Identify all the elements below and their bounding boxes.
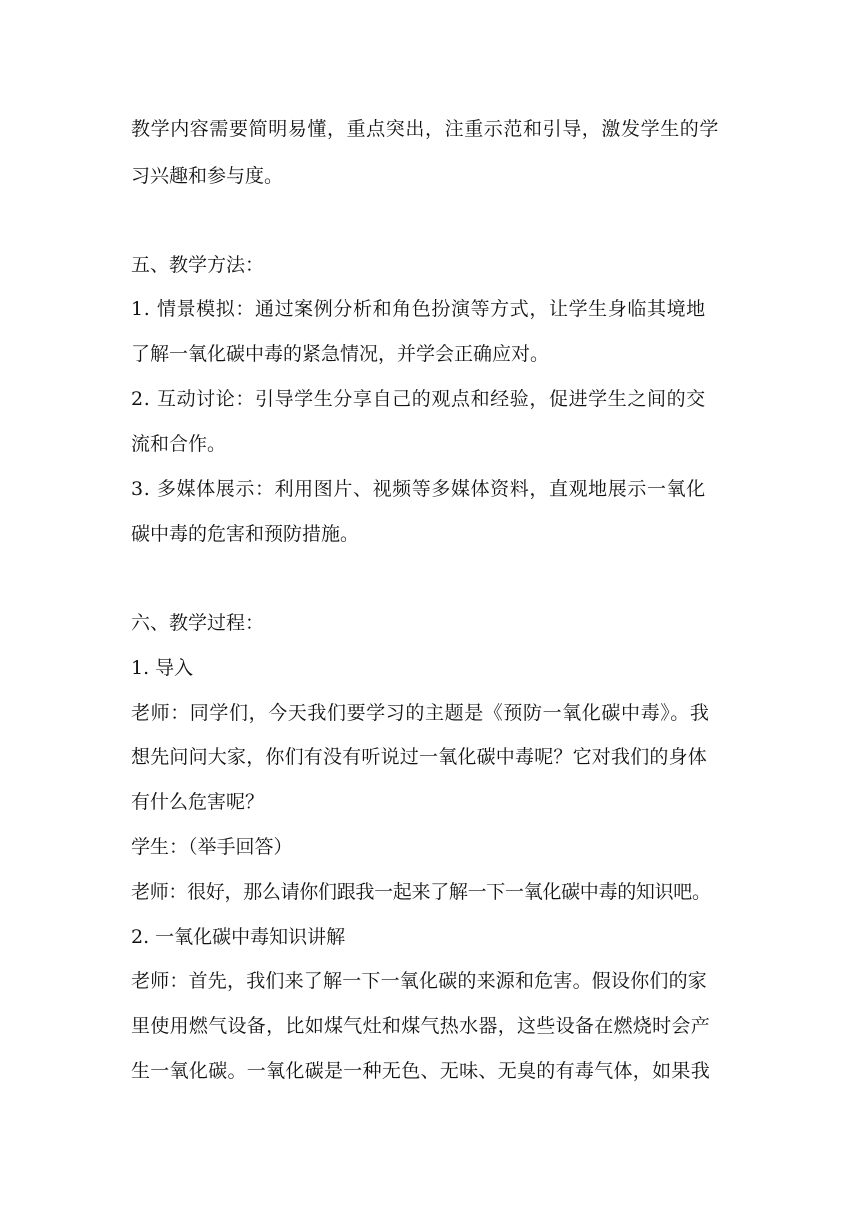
- list-item-text: 3. 多媒体展示：利用图片、视频等多媒体资料，直观地展示一氧化: [131, 478, 706, 500]
- dialogue-line: 想先问问大家，你们有没有听说过一氧化碳中毒呢？它对我们的身体: [131, 746, 708, 768]
- dialogue-line: 老师：很好，那么请你们跟我一起来了解一下一氧化碳中毒的知识吧。: [131, 881, 711, 903]
- dialogue-line: 生一氧化碳。一氧化碳是一种无色、无味、无臭的有毒气体，如果我: [131, 1060, 711, 1082]
- body-text-line: 教学内容需要简明易懂，重点突出，注重示范和引导，激发学生的学: [131, 118, 720, 140]
- dialogue-line: 老师：同学们，今天我们要学习的主题是《预防一氧化碳中毒》。我: [131, 702, 710, 724]
- list-item-text: 1. 情景模拟：通过案例分析和角色扮演等方式，让学生身临其境地: [131, 298, 706, 320]
- subheading-intro: 1. 导入: [131, 657, 194, 679]
- dialogue-line: 老师：首先，我们来了解一下一氧化碳的来源和危害。假设你们的家: [131, 970, 708, 992]
- section-heading-methods: 五、教学方法：: [131, 254, 265, 276]
- dialogue-line: 学生：（举手回答）: [131, 836, 293, 858]
- list-item-text: 2. 互动讨论：引导学生分享自己的观点和经验，促进学生之间的交: [131, 388, 706, 410]
- dialogue-line: 有什么危害呢？: [131, 791, 265, 813]
- subheading-knowledge: 2. 一氧化碳中毒知识讲解: [131, 926, 346, 948]
- list-item-text: 流和合作。: [131, 433, 227, 455]
- list-item-text: 碳中毒的危害和预防措施。: [131, 523, 360, 545]
- dialogue-line: 里使用燃气设备，比如煤气灶和煤气热水器，这些设备在燃烧时会产: [131, 1015, 711, 1037]
- list-item-text: 了解一氧化碳中毒的紧急情况，并学会正确应对。: [131, 343, 550, 365]
- body-text-line: 习兴趣和参与度。: [131, 165, 284, 187]
- section-heading-process: 六、教学过程：: [131, 612, 265, 634]
